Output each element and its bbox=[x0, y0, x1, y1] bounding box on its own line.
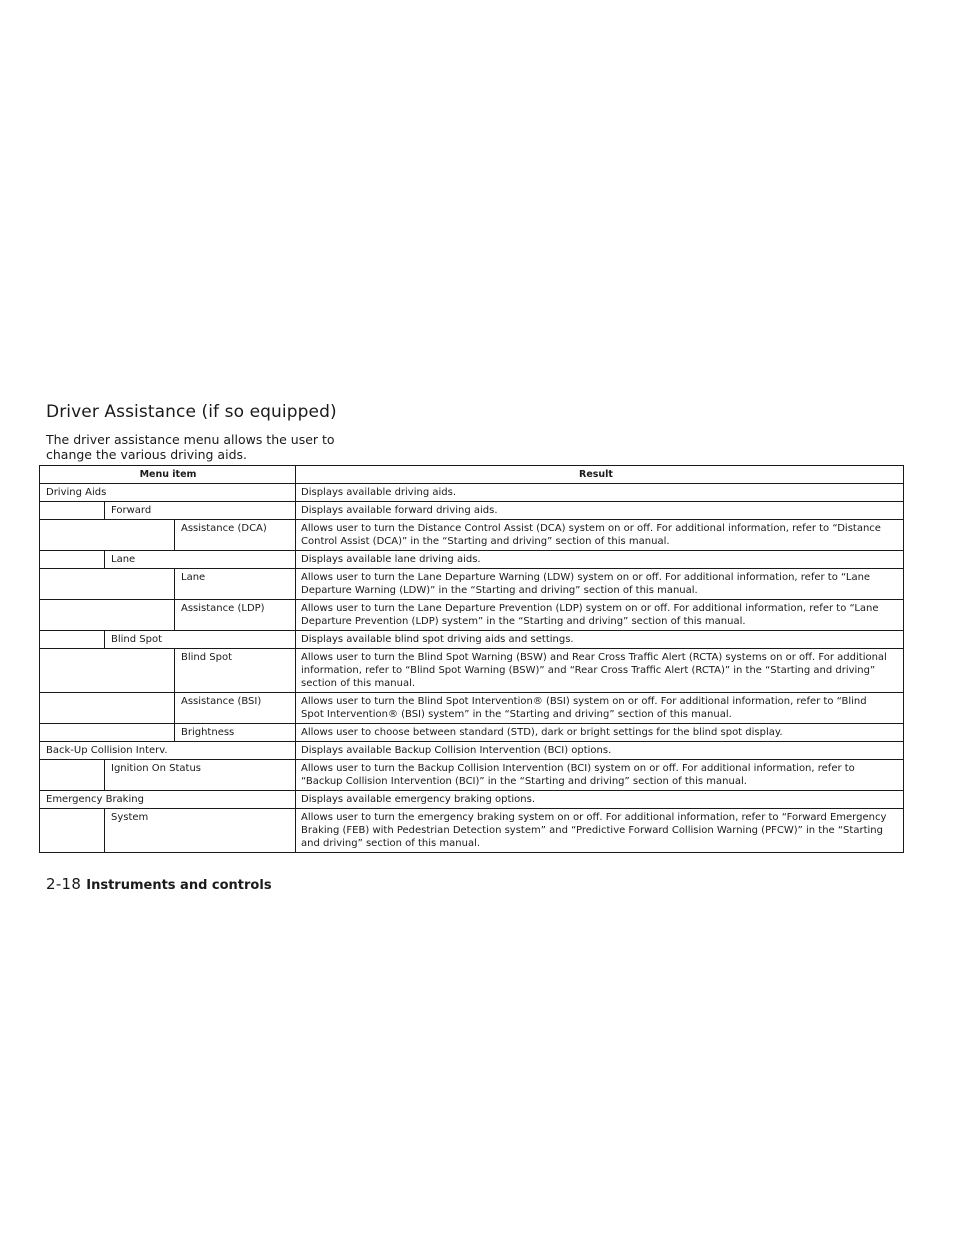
menu-cell bbox=[40, 724, 296, 741]
intro-line-1: The driver assistance menu allows the user to bbox=[46, 432, 335, 447]
result-text: Allows user to turn the Blind Spot Intervention® (BSI) system on or off. For additional information, refer to “Blind Spot Intervention® (BSI) system” in the “Starting and driving” section of this manual. bbox=[301, 696, 867, 720]
table-row bbox=[40, 809, 903, 852]
menu-item-label: Back-Up Collision Interv. bbox=[46, 745, 168, 756]
menu-cell bbox=[40, 693, 296, 723]
menu-item-label: Blind Spot bbox=[174, 649, 295, 692]
page-footer bbox=[46, 875, 272, 893]
menu-item-label: System bbox=[104, 809, 295, 852]
menu-item-label: Blind Spot bbox=[104, 631, 295, 648]
result-text: Displays available Backup Collision Intervention (BCI) options. bbox=[301, 745, 612, 756]
table-row bbox=[40, 724, 903, 742]
menu-item-label: Assistance (DCA) bbox=[174, 520, 295, 550]
result-text: Allows user to turn the emergency braking system on or off. For additional information, refer to “Forward Emergency Braking (FEB) with Pedestrian Detection system” and “Predictive Forward Collision Warning (PFCW)” in the “Starting and driving” section of this manual. bbox=[301, 812, 887, 849]
result-text: Displays available blind spot driving aids and settings. bbox=[301, 634, 574, 645]
section-name: Instruments and controls bbox=[86, 878, 272, 893]
result-text: Allows user to turn the Distance Control Assist (DCA) system on or off. For additional information, refer to “Distance Control Assist (DCA)” in the “Starting and driving” section of this manual. bbox=[301, 523, 881, 547]
menu-cell bbox=[40, 520, 296, 550]
page-number: 2-18 bbox=[46, 875, 82, 893]
result-text: Allows user to turn the Lane Departure Warning (LDW) system on or off. For additional information, refer to “Lane Departure Warning (LDW)” in the “Starting and driving” section of this manual. bbox=[301, 572, 871, 596]
header-result: Result bbox=[579, 469, 613, 480]
menu-table bbox=[39, 465, 904, 853]
menu-item-label: Assistance (LDP) bbox=[174, 600, 295, 630]
menu-cell bbox=[40, 760, 296, 790]
table-row bbox=[40, 551, 903, 569]
table-row bbox=[40, 649, 903, 693]
table-row bbox=[40, 600, 903, 631]
menu-cell bbox=[40, 742, 296, 759]
table-row bbox=[40, 569, 903, 600]
table-row bbox=[40, 760, 903, 791]
menu-cell bbox=[40, 631, 296, 648]
menu-item-label: Brightness bbox=[174, 724, 295, 741]
menu-cell bbox=[40, 569, 296, 599]
menu-cell bbox=[40, 600, 296, 630]
table-row bbox=[40, 742, 903, 760]
result-text: Displays available driving aids. bbox=[301, 487, 457, 498]
header-menu-item: Menu item bbox=[139, 469, 197, 480]
menu-item-label: Driving Aids bbox=[46, 487, 107, 498]
menu-cell bbox=[40, 551, 296, 568]
table-row bbox=[40, 520, 903, 551]
menu-item-label: Lane bbox=[104, 551, 295, 568]
menu-item-label: Ignition On Status bbox=[104, 760, 295, 790]
result-text: Displays available emergency braking options. bbox=[301, 794, 536, 805]
menu-cell bbox=[40, 791, 296, 808]
result-text: Allows user to choose between standard (STD), dark or bright settings for the blind spot display. bbox=[301, 727, 783, 738]
table-row bbox=[40, 502, 903, 520]
table-row bbox=[40, 693, 903, 724]
intro-paragraph bbox=[46, 432, 346, 462]
result-text: Allows user to turn the Backup Collision Intervention (BCI) system on or off. For additional information, refer to “Backup Collision Intervention (BCI)” in the “Starting and driving” section of this manual. bbox=[301, 763, 855, 787]
table-row bbox=[40, 484, 903, 502]
table-row bbox=[40, 631, 903, 649]
result-text: Displays available lane driving aids. bbox=[301, 554, 481, 565]
intro-line-2: change the various driving aids. bbox=[46, 447, 247, 462]
menu-cell bbox=[40, 484, 296, 501]
table-header-row bbox=[40, 466, 903, 484]
menu-item-label: Assistance (BSI) bbox=[174, 693, 295, 723]
menu-cell bbox=[40, 502, 296, 519]
section-heading: Driver Assistance (if so equipped) bbox=[46, 402, 337, 422]
result-text: Allows user to turn the Lane Departure Prevention (LDP) system on or off. For additional information, refer to “Lane Departure Prevention (LDP) system” in the “Starting and driving” section of this manual. bbox=[301, 603, 879, 627]
table-body bbox=[40, 484, 903, 852]
menu-cell bbox=[40, 809, 296, 852]
result-text: Displays available forward driving aids. bbox=[301, 505, 498, 516]
menu-item-label: Forward bbox=[104, 502, 295, 519]
menu-item-label: Emergency Braking bbox=[46, 794, 144, 805]
result-text: Allows user to turn the Blind Spot Warning (BSW) and Rear Cross Traffic Alert (RCTA) systems on or off. For additional information, refer to “Blind Spot Warning (BSW)” and “Rear Cross Traffic Alert (RCTA)” in the “Starting and driving” section of this manual. bbox=[301, 652, 887, 689]
table-row bbox=[40, 791, 903, 809]
menu-item-label: Lane bbox=[174, 569, 295, 599]
menu-cell bbox=[40, 649, 296, 692]
